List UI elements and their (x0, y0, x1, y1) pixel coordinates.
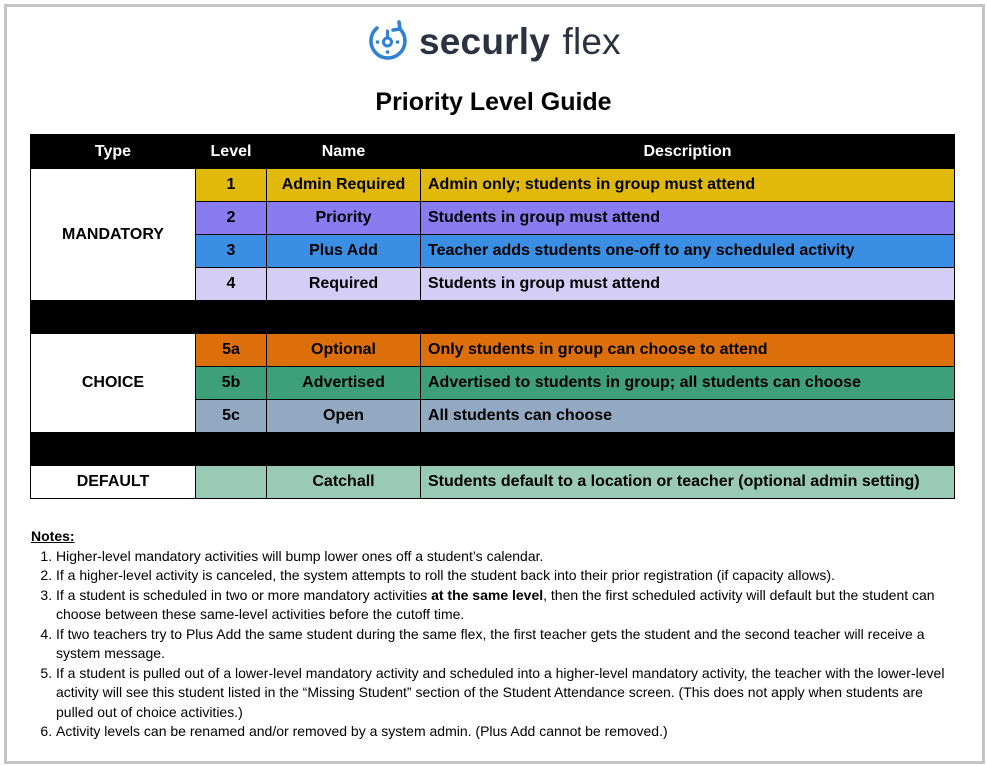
note-item: 4. If two teachers try to Plus Add the same student during the same flex, the first teacher gets the student and the second teacher will receive a system message. (56, 625, 961, 664)
note-item (56, 586, 961, 625)
level-cell: 1 (196, 169, 267, 202)
name-cell: Required (267, 268, 421, 301)
notes-list (31, 547, 961, 742)
separator-cell (31, 433, 955, 466)
header-type: Type (31, 135, 196, 169)
note-item: 2. If a higher-level activity is canceled, the system attempts to roll the student back into their prior registration (if capacity allows). (56, 566, 961, 586)
note-emphasis: at the same level (431, 586, 544, 603)
note-text: , then the first scheduled activity will default but the student can choose between these same-level activities before the cutoff time. (56, 586, 935, 622)
description-cell: Teacher adds students one-off to any scheduled activity (421, 235, 955, 268)
description-cell: Admin only; students in group must attend (421, 169, 955, 202)
type-cell-default: DEFAULT (31, 466, 196, 499)
note-text: If a student is scheduled in two or more mandatory activities (56, 586, 432, 603)
table-header-row (31, 135, 955, 169)
description-cell: Only students in group can choose to attend (421, 334, 955, 367)
name-cell: Open (267, 400, 421, 433)
separator-row (31, 301, 955, 334)
note-item: 1. Higher-level mandatory activities will bump lower ones off a student’s calendar. (56, 547, 961, 567)
notes-title: Notes: (31, 528, 75, 544)
type-cell-choice: CHOICE (31, 334, 196, 433)
description-cell: Students in group must attend (421, 268, 955, 301)
clock-arrows-icon (365, 18, 411, 64)
level-cell: 3 (196, 235, 267, 268)
page-title: Priority Level Guide (375, 88, 612, 116)
description-cell: Students in group must attend (421, 202, 955, 235)
type-cell-mandatory: MANDATORY (31, 169, 196, 301)
level-cell: 5b (196, 367, 267, 400)
table-row (31, 169, 955, 202)
level-cell: 5a (196, 334, 267, 367)
name-cell: Optional (267, 334, 421, 367)
description-cell: All students can choose (421, 400, 955, 433)
header-name: Name (267, 135, 421, 169)
level-cell: 4 (196, 268, 267, 301)
level-cell: 5c (196, 400, 267, 433)
logo-wordmark (419, 20, 621, 62)
level-cell (196, 466, 267, 499)
separator-cell (31, 301, 955, 334)
name-cell: Plus Add (267, 235, 421, 268)
name-cell: Advertised (267, 367, 421, 400)
table-row (31, 466, 955, 499)
level-cell: 2 (196, 202, 267, 235)
name-cell: Catchall (267, 466, 421, 499)
securly-flex-logo (365, 17, 621, 65)
description-cell: Advertised to students in group; all students can choose (421, 367, 955, 400)
note-item: 6. Activity levels can be renamed and/or removed by a system admin. (Plus Add cannot be removed.) (56, 722, 961, 742)
note-item: 5. If a student is pulled out of a lower-level mandatory activity and scheduled into a higher-level mandatory activity, the teacher with the lower-level activity will see this student listed in the “Missing Student” section of the Student Attendance screen. (This does not apply when students are pulled out of choice activities.) (56, 664, 961, 723)
header-description: Description (421, 135, 955, 169)
notes-section (31, 527, 961, 742)
logo-word-securly: securly (419, 20, 550, 62)
header-level: Level (196, 135, 267, 169)
separator-row (31, 433, 955, 466)
table-row (31, 334, 955, 367)
priority-level-table (30, 134, 955, 499)
logo-word-flex: flex (562, 20, 621, 62)
name-cell: Admin Required (267, 169, 421, 202)
description-cell: Students default to a location or teacher (optional admin setting) (421, 466, 955, 499)
name-cell: Priority (267, 202, 421, 235)
